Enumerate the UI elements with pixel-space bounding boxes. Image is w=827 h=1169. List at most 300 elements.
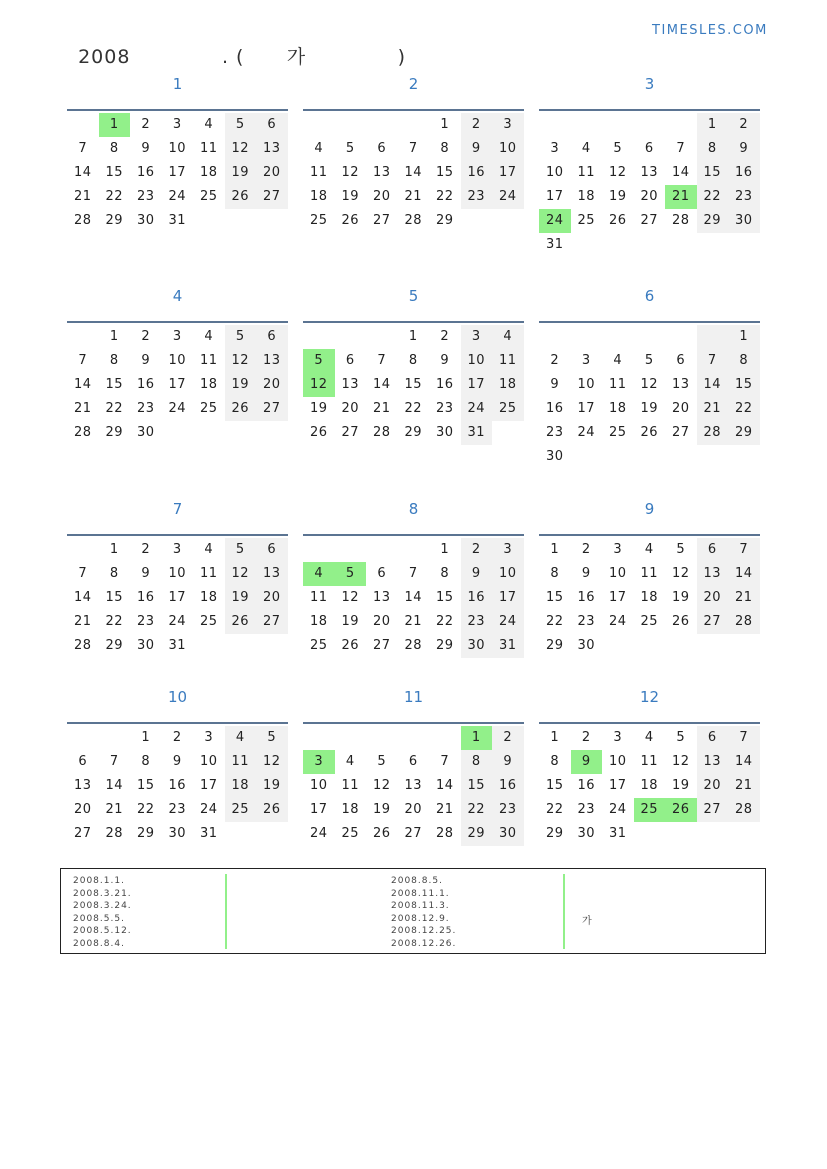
day-cell: 15 bbox=[105, 377, 124, 392]
day-cell: 17 bbox=[608, 590, 627, 605]
day-cell: 18 bbox=[577, 189, 596, 204]
day-cell: 23 bbox=[136, 614, 155, 629]
day-cell: 15 bbox=[105, 590, 124, 605]
day-cell: 19 bbox=[225, 586, 257, 610]
day-cell: 20 bbox=[256, 161, 288, 185]
day-cell: 15 bbox=[136, 778, 155, 793]
day-cell: 14 bbox=[435, 778, 454, 793]
day-cell: 26 bbox=[640, 425, 659, 440]
month-block-7 bbox=[67, 499, 288, 658]
day-cell: 24 bbox=[539, 209, 571, 233]
month-rule bbox=[67, 321, 288, 323]
day-cell: 5 bbox=[676, 730, 686, 745]
day-cell: 28 bbox=[671, 213, 690, 228]
day-cell: 4 bbox=[204, 329, 214, 344]
day-cell: 11 bbox=[640, 566, 659, 581]
brand-link[interactable]: TIMESLES.COM bbox=[652, 23, 768, 38]
day-cell: 4 bbox=[581, 141, 591, 156]
day-cell: 14 bbox=[671, 165, 690, 180]
empty-cell bbox=[366, 113, 398, 137]
day-cell: 13 bbox=[256, 137, 288, 161]
day-cell: 29 bbox=[435, 213, 454, 228]
day-cell: 30 bbox=[577, 638, 596, 653]
day-cell: 25 bbox=[309, 213, 328, 228]
month-rule bbox=[539, 722, 760, 724]
day-cell: 14 bbox=[73, 590, 92, 605]
day-cell: 12 bbox=[671, 754, 690, 769]
day-cell: 16 bbox=[461, 586, 493, 610]
day-cell: 20 bbox=[697, 586, 729, 610]
legend-date: 2008.3.24. bbox=[73, 901, 132, 911]
day-cell: 26 bbox=[671, 614, 690, 629]
day-cell: 8 bbox=[109, 353, 119, 368]
day-cell: 19 bbox=[225, 373, 257, 397]
month-block-10 bbox=[67, 687, 288, 846]
empty-cell bbox=[67, 325, 99, 349]
month-days bbox=[303, 538, 524, 658]
day-cell: 5 bbox=[345, 141, 355, 156]
day-cell: 7 bbox=[728, 726, 760, 750]
day-cell: 5 bbox=[225, 538, 257, 562]
empty-cell bbox=[429, 726, 461, 750]
day-cell: 19 bbox=[671, 778, 690, 793]
day-cell: 21 bbox=[372, 401, 391, 416]
day-cell: 26 bbox=[225, 610, 257, 634]
day-cell: 6 bbox=[345, 353, 355, 368]
empty-cell bbox=[571, 325, 603, 349]
day-cell: 18 bbox=[309, 189, 328, 204]
day-cell: 20 bbox=[640, 189, 659, 204]
legend-date: 2008.8.5. bbox=[391, 876, 443, 886]
day-cell: 7 bbox=[408, 141, 418, 156]
day-cell: 25 bbox=[634, 798, 666, 822]
day-cell: 4 bbox=[204, 542, 214, 557]
day-cell: 25 bbox=[577, 213, 596, 228]
month-block-12 bbox=[539, 687, 760, 846]
day-cell: 6 bbox=[644, 141, 654, 156]
day-cell: 24 bbox=[492, 610, 524, 634]
day-cell: 16 bbox=[435, 377, 454, 392]
year-label: 2008 bbox=[78, 46, 131, 68]
day-cell: 20 bbox=[372, 614, 391, 629]
day-cell: 19 bbox=[341, 614, 360, 629]
month-days bbox=[67, 726, 288, 846]
day-cell: 24 bbox=[461, 397, 493, 421]
day-cell: 13 bbox=[341, 377, 360, 392]
day-cell: 8 bbox=[550, 754, 560, 769]
day-cell: 13 bbox=[372, 165, 391, 180]
day-cell: 24 bbox=[309, 826, 328, 841]
month-rule bbox=[67, 109, 288, 111]
day-cell: 11 bbox=[341, 778, 360, 793]
day-cell: 25 bbox=[225, 798, 257, 822]
day-cell: 22 bbox=[461, 798, 493, 822]
day-cell: 1 bbox=[550, 730, 560, 745]
day-cell: 28 bbox=[404, 213, 423, 228]
day-cell: 7 bbox=[408, 566, 418, 581]
day-cell: 22 bbox=[105, 614, 124, 629]
day-cell: 6 bbox=[256, 538, 288, 562]
month-title: 9 bbox=[644, 500, 655, 518]
day-cell: 31 bbox=[492, 634, 524, 658]
empty-cell bbox=[67, 538, 99, 562]
day-cell: 15 bbox=[545, 778, 564, 793]
day-cell: 17 bbox=[168, 377, 187, 392]
day-cell: 29 bbox=[461, 822, 493, 846]
legend-marker-bar bbox=[225, 874, 227, 949]
day-cell: 27 bbox=[256, 610, 288, 634]
day-cell: 29 bbox=[105, 638, 124, 653]
day-cell: 30 bbox=[492, 822, 524, 846]
day-cell: 5 bbox=[303, 349, 335, 373]
day-cell: 16 bbox=[577, 778, 596, 793]
day-cell: 11 bbox=[225, 750, 257, 774]
day-cell: 28 bbox=[73, 213, 92, 228]
day-cell: 8 bbox=[109, 566, 119, 581]
day-cell: 26 bbox=[309, 425, 328, 440]
day-cell: 15 bbox=[461, 774, 493, 798]
month-block-11 bbox=[303, 687, 524, 846]
day-cell: 28 bbox=[728, 610, 760, 634]
day-cell: 4 bbox=[345, 754, 355, 769]
day-cell: 24 bbox=[492, 185, 524, 209]
legend-date: 2008.12.25. bbox=[391, 926, 457, 936]
day-cell: 9 bbox=[141, 141, 151, 156]
day-cell: 23 bbox=[461, 185, 493, 209]
day-cell: 11 bbox=[640, 754, 659, 769]
day-cell: 1 bbox=[141, 730, 151, 745]
day-cell: 30 bbox=[136, 213, 155, 228]
day-cell: 10 bbox=[608, 566, 627, 581]
day-cell: 13 bbox=[256, 349, 288, 373]
day-cell: 22 bbox=[728, 397, 760, 421]
day-cell: 9 bbox=[728, 137, 760, 161]
day-cell: 3 bbox=[492, 113, 524, 137]
day-cell: 10 bbox=[168, 566, 187, 581]
day-cell: 12 bbox=[225, 349, 257, 373]
empty-cell bbox=[665, 325, 697, 349]
page-title bbox=[64, 20, 406, 69]
month-days bbox=[67, 325, 288, 445]
day-cell: 28 bbox=[435, 826, 454, 841]
day-cell: 1 bbox=[440, 117, 450, 132]
day-cell: 13 bbox=[73, 778, 92, 793]
day-cell: 29 bbox=[728, 421, 760, 445]
day-cell: 9 bbox=[571, 750, 603, 774]
empty-cell bbox=[602, 325, 634, 349]
day-cell: 25 bbox=[640, 614, 659, 629]
day-cell: 22 bbox=[697, 185, 729, 209]
empty-cell bbox=[67, 113, 99, 137]
day-cell: 17 bbox=[168, 165, 187, 180]
day-cell: 27 bbox=[697, 610, 729, 634]
month-title: 6 bbox=[644, 287, 655, 305]
empty-cell bbox=[634, 325, 666, 349]
day-cell: 31 bbox=[168, 638, 187, 653]
day-cell: 30 bbox=[435, 425, 454, 440]
day-cell: 21 bbox=[728, 774, 760, 798]
day-cell: 21 bbox=[404, 614, 423, 629]
day-cell: 10 bbox=[492, 562, 524, 586]
day-cell: 22 bbox=[435, 189, 454, 204]
day-cell: 10 bbox=[461, 349, 493, 373]
day-cell: 6 bbox=[676, 353, 686, 368]
month-days bbox=[539, 113, 760, 257]
month-title: 8 bbox=[408, 500, 419, 518]
empty-cell bbox=[366, 538, 398, 562]
day-cell: 9 bbox=[141, 566, 151, 581]
day-cell: 23 bbox=[545, 425, 564, 440]
month-days bbox=[303, 325, 524, 445]
month-title: 11 bbox=[403, 688, 424, 706]
day-cell: 14 bbox=[728, 562, 760, 586]
day-cell: 25 bbox=[199, 401, 218, 416]
day-cell: 25 bbox=[341, 826, 360, 841]
day-cell: 4 bbox=[644, 542, 654, 557]
day-cell: 1 bbox=[99, 113, 131, 137]
day-cell: 18 bbox=[225, 774, 257, 798]
day-cell: 14 bbox=[105, 778, 124, 793]
day-cell: 7 bbox=[676, 141, 686, 156]
day-cell: 31 bbox=[608, 826, 627, 841]
day-cell: 16 bbox=[492, 774, 524, 798]
day-cell: 20 bbox=[671, 401, 690, 416]
day-cell: 20 bbox=[73, 802, 92, 817]
day-cell: 6 bbox=[377, 566, 387, 581]
month-days bbox=[303, 113, 524, 233]
day-cell: 29 bbox=[545, 826, 564, 841]
day-cell: 21 bbox=[73, 189, 92, 204]
day-cell: 17 bbox=[168, 590, 187, 605]
day-cell: 28 bbox=[73, 638, 92, 653]
day-cell: 6 bbox=[697, 726, 729, 750]
day-cell: 12 bbox=[225, 562, 257, 586]
month-rule bbox=[303, 722, 524, 724]
day-cell: 20 bbox=[697, 774, 729, 798]
day-cell: 13 bbox=[640, 165, 659, 180]
day-cell: 16 bbox=[168, 778, 187, 793]
month-title: 7 bbox=[172, 500, 183, 518]
day-cell: 7 bbox=[440, 754, 450, 769]
day-cell: 26 bbox=[341, 638, 360, 653]
day-cell: 13 bbox=[372, 590, 391, 605]
day-cell: 3 bbox=[613, 542, 623, 557]
day-cell: 28 bbox=[73, 425, 92, 440]
month-block-3 bbox=[539, 74, 760, 257]
day-cell: 12 bbox=[671, 566, 690, 581]
day-cell: 23 bbox=[136, 189, 155, 204]
day-cell: 8 bbox=[697, 137, 729, 161]
day-cell: 9 bbox=[492, 750, 524, 774]
day-cell: 1 bbox=[461, 726, 493, 750]
day-cell: 20 bbox=[341, 401, 360, 416]
day-cell: 18 bbox=[309, 614, 328, 629]
day-cell: 22 bbox=[105, 189, 124, 204]
empty-cell bbox=[539, 113, 571, 137]
month-rule bbox=[539, 109, 760, 111]
day-cell: 7 bbox=[78, 353, 88, 368]
day-cell: 10 bbox=[545, 165, 564, 180]
day-cell: 17 bbox=[577, 401, 596, 416]
day-cell: 12 bbox=[303, 373, 335, 397]
day-cell: 24 bbox=[168, 401, 187, 416]
day-cell: 23 bbox=[136, 401, 155, 416]
day-cell: 5 bbox=[377, 754, 387, 769]
day-cell: 6 bbox=[697, 538, 729, 562]
day-cell: 26 bbox=[665, 798, 697, 822]
day-cell: 25 bbox=[199, 189, 218, 204]
day-cell: 26 bbox=[225, 397, 257, 421]
day-cell: 8 bbox=[461, 750, 493, 774]
day-cell: 8 bbox=[109, 141, 119, 156]
day-cell: 28 bbox=[404, 638, 423, 653]
holiday-legend bbox=[60, 868, 766, 954]
day-cell: 11 bbox=[577, 165, 596, 180]
day-cell: 1 bbox=[728, 325, 760, 349]
day-cell: 3 bbox=[581, 353, 591, 368]
empty-cell bbox=[99, 726, 131, 750]
day-cell: 5 bbox=[676, 542, 686, 557]
day-cell: 24 bbox=[608, 802, 627, 817]
day-cell: 13 bbox=[697, 750, 729, 774]
day-cell: 14 bbox=[404, 590, 423, 605]
day-cell: 19 bbox=[256, 774, 288, 798]
month-block-9 bbox=[539, 499, 760, 658]
day-cell: 18 bbox=[608, 401, 627, 416]
day-cell: 18 bbox=[199, 377, 218, 392]
day-cell: 30 bbox=[461, 634, 493, 658]
month-rule bbox=[303, 109, 524, 111]
day-cell: 27 bbox=[640, 213, 659, 228]
day-cell: 20 bbox=[256, 373, 288, 397]
month-block-1 bbox=[67, 74, 288, 233]
day-cell: 30 bbox=[136, 638, 155, 653]
day-cell: 24 bbox=[199, 802, 218, 817]
day-cell: 8 bbox=[440, 566, 450, 581]
day-cell: 12 bbox=[225, 137, 257, 161]
day-cell: 22 bbox=[136, 802, 155, 817]
day-cell: 28 bbox=[372, 425, 391, 440]
day-cell: 12 bbox=[341, 165, 360, 180]
day-cell: 25 bbox=[199, 614, 218, 629]
day-cell: 2 bbox=[172, 730, 182, 745]
day-cell: 5 bbox=[225, 113, 257, 137]
month-block-8 bbox=[303, 499, 524, 658]
day-cell: 31 bbox=[461, 421, 493, 445]
day-cell: 14 bbox=[728, 750, 760, 774]
day-cell: 27 bbox=[73, 826, 92, 841]
day-cell: 29 bbox=[404, 425, 423, 440]
day-cell: 1 bbox=[550, 542, 560, 557]
empty-cell bbox=[303, 325, 335, 349]
day-cell: 18 bbox=[199, 165, 218, 180]
day-cell: 24 bbox=[168, 614, 187, 629]
day-cell: 10 bbox=[492, 137, 524, 161]
month-rule bbox=[67, 722, 288, 724]
day-cell: 26 bbox=[256, 798, 288, 822]
day-cell: 15 bbox=[105, 165, 124, 180]
day-cell: 8 bbox=[440, 141, 450, 156]
month-rule bbox=[539, 321, 760, 323]
legend-date: 2008.12.9. bbox=[391, 913, 450, 924]
day-cell: 13 bbox=[671, 377, 690, 392]
day-cell: 25 bbox=[492, 397, 524, 421]
day-cell: 23 bbox=[577, 614, 596, 629]
day-cell: 16 bbox=[136, 165, 155, 180]
day-cell: 3 bbox=[172, 117, 182, 132]
day-cell: 20 bbox=[404, 802, 423, 817]
day-cell: 9 bbox=[172, 754, 182, 769]
day-cell: 17 bbox=[309, 802, 328, 817]
empty-cell bbox=[398, 726, 430, 750]
day-cell: 2 bbox=[141, 542, 151, 557]
day-cell: 2 bbox=[492, 726, 524, 750]
day-cell: 24 bbox=[168, 189, 187, 204]
day-cell: 3 bbox=[204, 730, 214, 745]
month-rule bbox=[67, 534, 288, 536]
empty-cell bbox=[303, 726, 335, 750]
day-cell: 21 bbox=[435, 802, 454, 817]
day-cell: 2 bbox=[141, 329, 151, 344]
day-cell: 30 bbox=[577, 826, 596, 841]
day-cell: 14 bbox=[73, 165, 92, 180]
day-cell: 19 bbox=[372, 802, 391, 817]
day-cell: 11 bbox=[608, 377, 627, 392]
day-cell: 16 bbox=[136, 590, 155, 605]
day-cell: 10 bbox=[577, 377, 596, 392]
day-cell: 17 bbox=[492, 586, 524, 610]
month-rule bbox=[303, 321, 524, 323]
day-cell: 8 bbox=[728, 349, 760, 373]
legend-note: 가 bbox=[582, 916, 592, 927]
day-cell: 22 bbox=[545, 802, 564, 817]
day-cell: 19 bbox=[608, 189, 627, 204]
day-cell: 28 bbox=[728, 798, 760, 822]
legend-date: 2008.11.3. bbox=[391, 901, 450, 911]
day-cell: 30 bbox=[168, 826, 187, 841]
day-cell: 17 bbox=[492, 161, 524, 185]
month-block-4 bbox=[67, 286, 288, 445]
day-cell: 5 bbox=[225, 325, 257, 349]
day-cell: 2 bbox=[461, 538, 493, 562]
day-cell: 16 bbox=[461, 161, 493, 185]
day-cell: 21 bbox=[73, 401, 92, 416]
day-cell: 8 bbox=[408, 353, 418, 368]
month-days bbox=[67, 538, 288, 658]
day-cell: 13 bbox=[256, 562, 288, 586]
day-cell: 19 bbox=[225, 161, 257, 185]
day-cell: 4 bbox=[492, 325, 524, 349]
legend-date: 2008.8.4. bbox=[73, 938, 125, 949]
month-title: 5 bbox=[408, 287, 419, 305]
day-cell: 3 bbox=[461, 325, 493, 349]
day-cell: 21 bbox=[105, 802, 124, 817]
day-cell: 11 bbox=[309, 165, 328, 180]
month-block-6 bbox=[539, 286, 760, 469]
day-cell: 12 bbox=[341, 590, 360, 605]
day-cell: 22 bbox=[545, 614, 564, 629]
day-cell: 5 bbox=[644, 353, 654, 368]
day-cell: 2 bbox=[550, 353, 560, 368]
month-rule bbox=[303, 534, 524, 536]
day-cell: 11 bbox=[492, 349, 524, 373]
day-cell: 18 bbox=[640, 590, 659, 605]
day-cell: 17 bbox=[199, 778, 218, 793]
legend-date: 2008.5.12. bbox=[73, 926, 132, 936]
day-cell: 1 bbox=[697, 113, 729, 137]
day-cell: 24 bbox=[608, 614, 627, 629]
legend-marker-bar bbox=[563, 874, 565, 949]
